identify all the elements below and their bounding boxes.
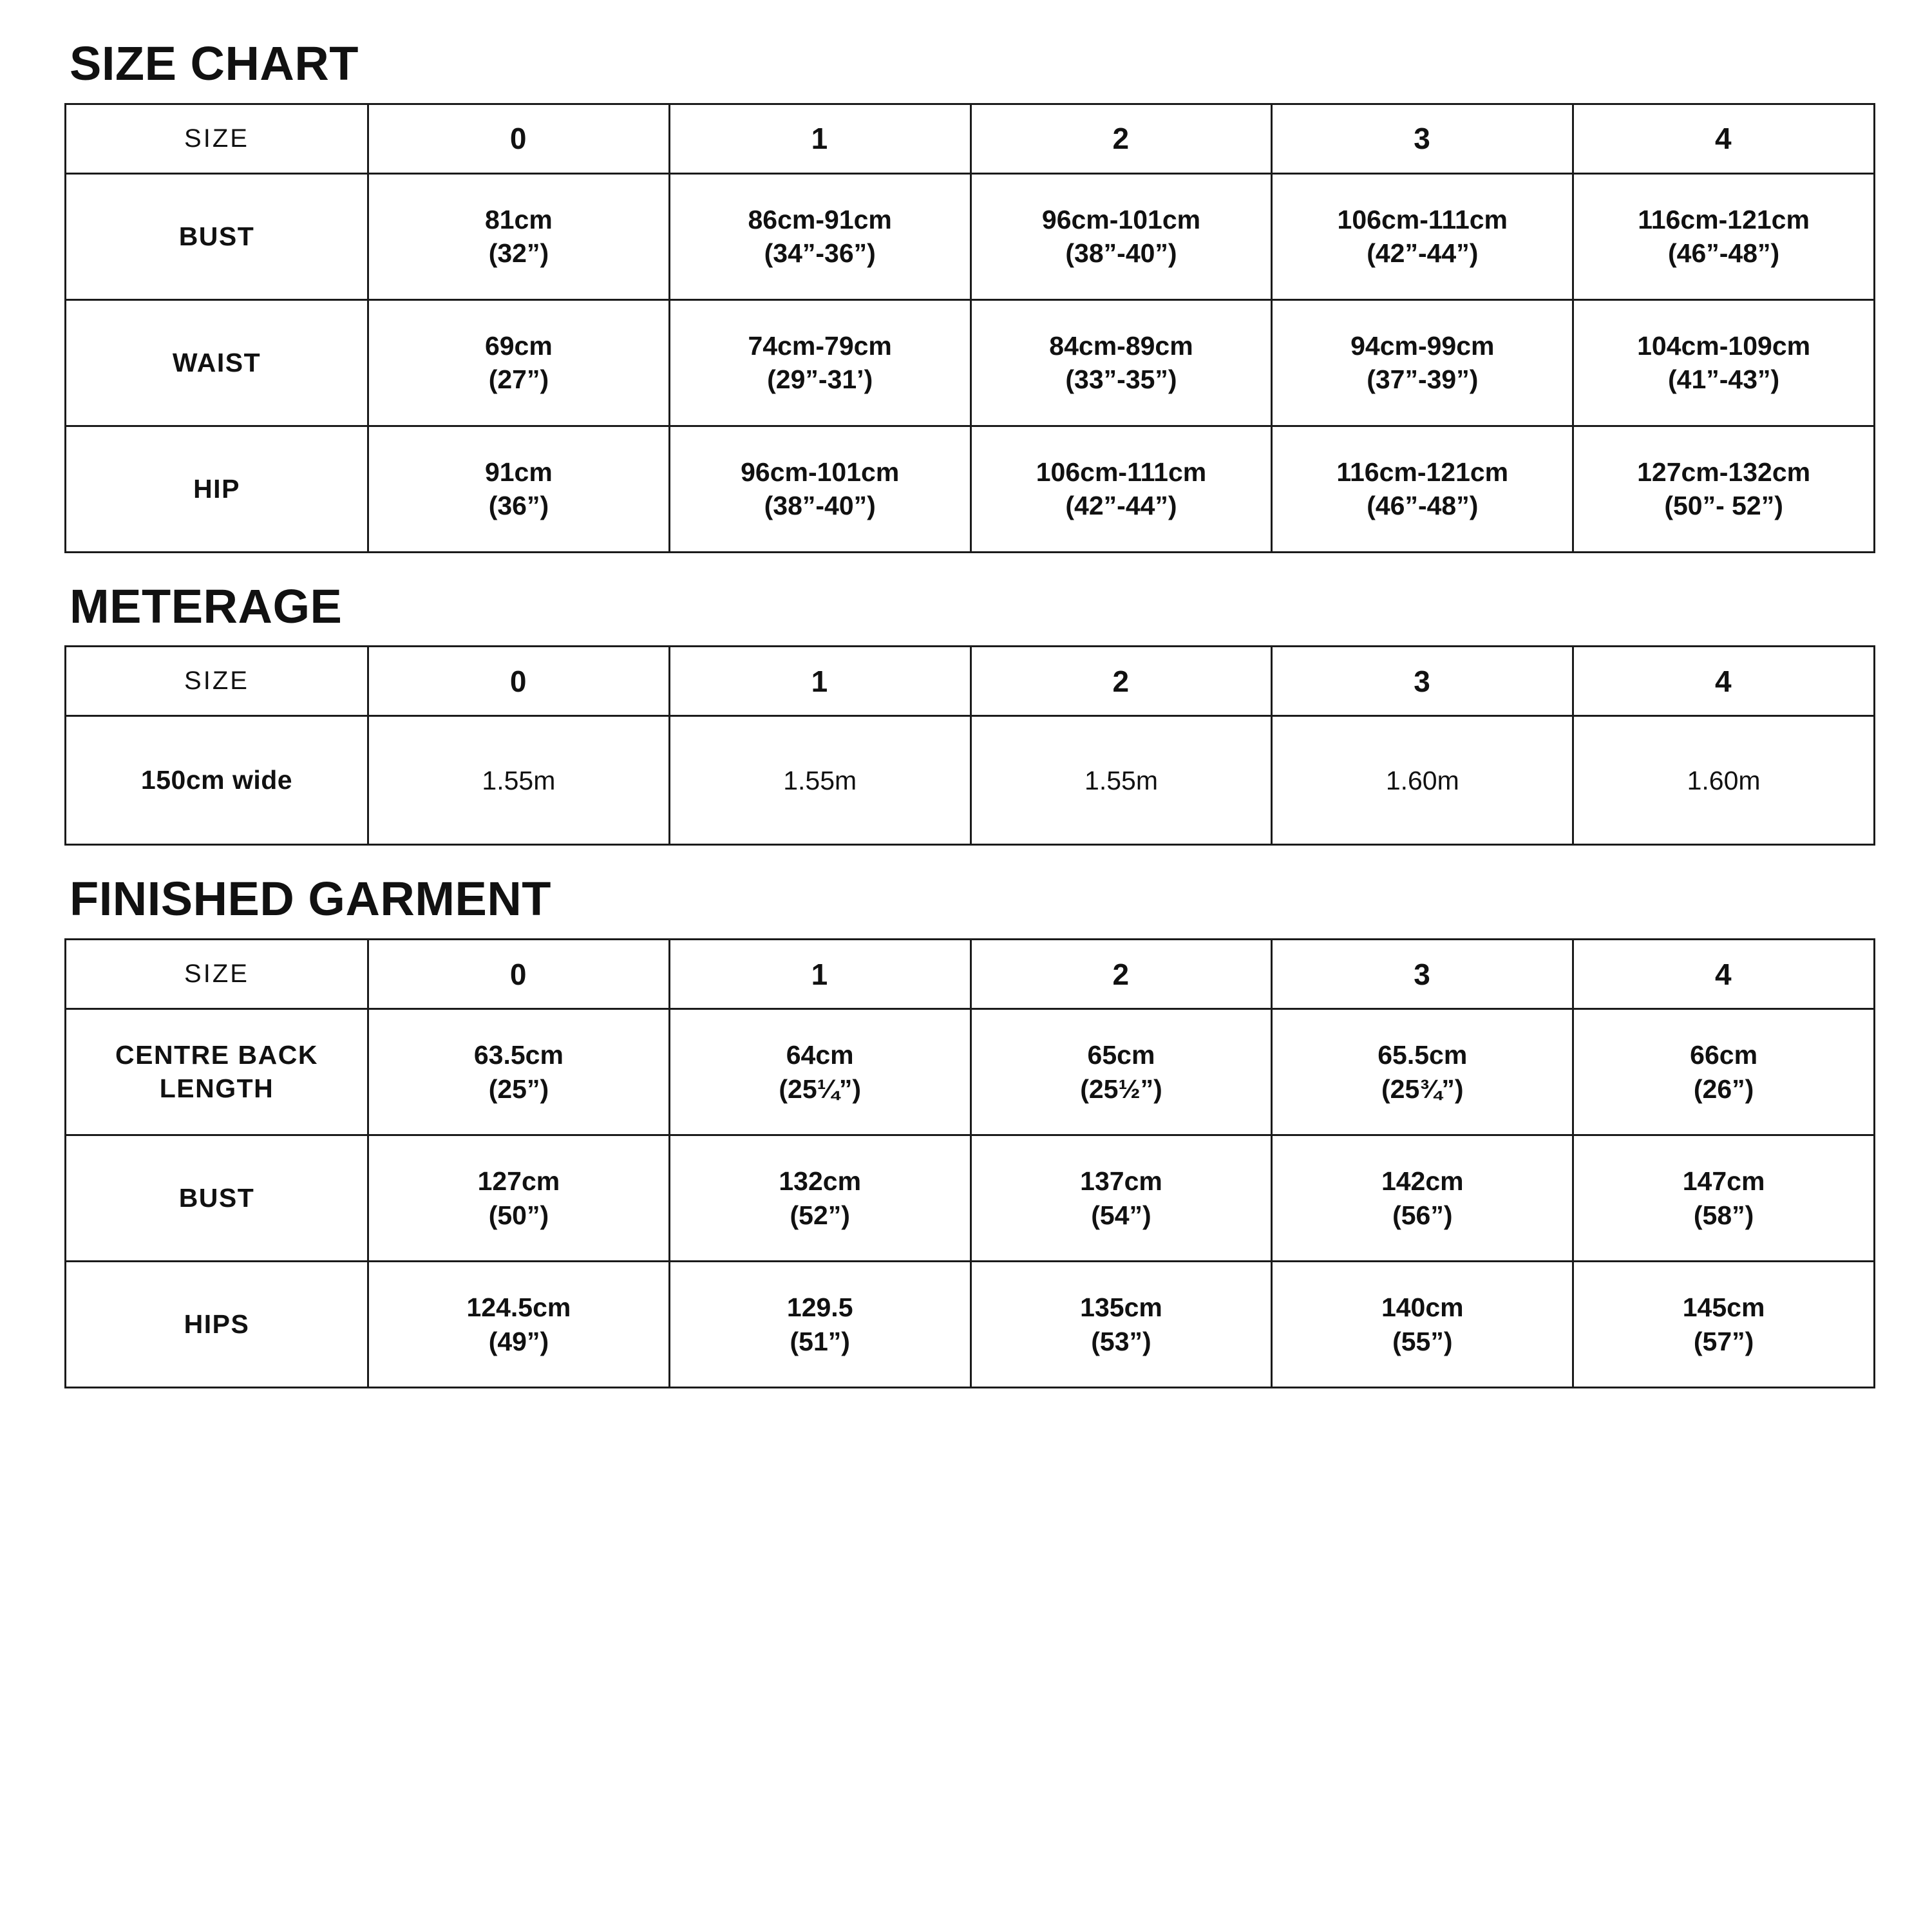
cell-metric: 91cm: [484, 457, 553, 487]
cell-metric: 74cm-79cm: [748, 330, 892, 361]
cell-metric: 106cm-111cm: [1036, 457, 1207, 487]
cell-metric: 129.5: [786, 1293, 853, 1323]
cell-fbust-1: [669, 1135, 971, 1262]
cell-meterage-4: 1.60m: [1573, 716, 1875, 845]
cell-fhips-1: [669, 1262, 971, 1388]
cell-imperial: (25”): [488, 1074, 549, 1104]
cell-imperial: (32”): [488, 238, 549, 269]
cell-metric: 137cm: [1080, 1166, 1162, 1197]
table-row: [66, 1135, 1875, 1262]
row-label-centre-back-length: CENTRE BACK LENGTH: [66, 1009, 368, 1135]
cell-imperial: (50”): [488, 1200, 549, 1230]
header-size-1: 1: [669, 104, 971, 173]
cell-metric: 132cm: [779, 1166, 862, 1197]
header-size-2: 2: [971, 647, 1272, 716]
cell-cbl-4: [1573, 1009, 1875, 1135]
cell-imperial: (54”): [1091, 1200, 1151, 1230]
header-size-4: 4: [1573, 104, 1875, 173]
cell-imperial: (52”): [790, 1200, 850, 1230]
cell-cbl-2: [971, 1009, 1272, 1135]
cell-imperial: (38”-40”): [764, 491, 876, 521]
cell-imperial: (42”-44”): [1367, 238, 1479, 269]
cell-metric: 145cm: [1682, 1293, 1765, 1323]
header-size-0: 0: [368, 104, 670, 173]
table-row: [66, 173, 1875, 299]
cell-metric: 65.5cm: [1378, 1040, 1468, 1070]
header-size-label: SIZE: [66, 647, 368, 716]
cell-metric: 69cm: [484, 330, 553, 361]
cell-imperial: (55”): [1392, 1326, 1453, 1356]
table-row: [66, 1262, 1875, 1388]
row-label-hips-finished: HIPS: [66, 1262, 368, 1388]
cell-metric: 63.5cm: [473, 1040, 564, 1070]
row-label-fabric-width: 150cm wide: [66, 716, 368, 845]
cell-waist-1: [669, 299, 971, 426]
cell-meterage-2: 1.55m: [971, 716, 1272, 845]
cell-fbust-3: [1272, 1135, 1573, 1262]
cell-metric: 140cm: [1381, 1293, 1464, 1323]
cell-metric: 81cm: [484, 204, 553, 234]
row-label-hip: HIP: [66, 426, 368, 552]
table-row: [66, 716, 1875, 845]
cell-hip-4: [1573, 426, 1875, 552]
cell-bust-4: [1573, 173, 1875, 299]
cell-fbust-2: [971, 1135, 1272, 1262]
cell-imperial: (25½”): [1080, 1074, 1162, 1104]
cell-hip-3: [1272, 426, 1573, 552]
cell-fhips-2: [971, 1262, 1272, 1388]
cell-imperial: (46”-48”): [1668, 238, 1780, 269]
cell-metric: 64cm: [786, 1040, 854, 1070]
table-header-row: [66, 104, 1875, 173]
cell-metric: 135cm: [1080, 1293, 1162, 1323]
header-size-4: 4: [1573, 647, 1875, 716]
header-size-1: 1: [669, 647, 971, 716]
cell-fhips-3: [1272, 1262, 1573, 1388]
cell-bust-3: [1272, 173, 1573, 299]
cell-metric: 96cm-101cm: [1041, 204, 1201, 234]
cell-waist-2: [971, 299, 1272, 426]
cell-imperial: (51”): [790, 1326, 850, 1356]
size-chart-table: [64, 103, 1875, 553]
header-size-label: SIZE: [66, 940, 368, 1009]
cell-imperial: (37”-39”): [1367, 365, 1479, 395]
cell-hip-2: [971, 426, 1272, 552]
cell-fhips-4: [1573, 1262, 1875, 1388]
cell-meterage-0: 1.55m: [368, 716, 670, 845]
cell-metric: 96cm-101cm: [741, 457, 900, 487]
table-header-row: [66, 940, 1875, 1009]
cell-bust-2: [971, 173, 1272, 299]
cell-imperial: (46”-48”): [1367, 491, 1479, 521]
cell-fhips-0: [368, 1262, 670, 1388]
header-size-0: 0: [368, 940, 670, 1009]
cell-imperial: (56”): [1392, 1200, 1453, 1230]
cell-imperial: (53”): [1091, 1326, 1151, 1356]
table-row: [66, 1009, 1875, 1135]
header-size-3: 3: [1272, 647, 1573, 716]
cell-imperial: (42”-44”): [1065, 491, 1177, 521]
cell-metric: 124.5cm: [466, 1293, 571, 1323]
cell-meterage-1: 1.55m: [669, 716, 971, 845]
cell-bust-1: [669, 173, 971, 299]
cell-hip-0: [368, 426, 670, 552]
cell-metric: 142cm: [1381, 1166, 1464, 1197]
header-size-4: 4: [1573, 940, 1875, 1009]
cell-metric: 116cm-121cm: [1638, 204, 1810, 234]
page-title-finished-garment: FINISHED GARMENT: [70, 872, 551, 926]
cell-metric: 147cm: [1682, 1166, 1765, 1197]
cell-imperial: (34”-36”): [764, 238, 876, 269]
cell-metric: 65cm: [1087, 1040, 1155, 1070]
cell-fbust-0: [368, 1135, 670, 1262]
cell-imperial: (38”-40”): [1065, 238, 1177, 269]
page-title-meterage: METERAGE: [70, 579, 343, 633]
cell-metric: 94cm-99cm: [1350, 330, 1495, 361]
cell-imperial: (33”-35”): [1065, 365, 1177, 395]
table-header-row: [66, 647, 1875, 716]
cell-imperial: (26”): [1693, 1074, 1754, 1104]
cell-imperial: (27”): [488, 365, 549, 395]
cell-hip-1: [669, 426, 971, 552]
header-size-2: 2: [971, 104, 1272, 173]
cell-imperial: (58”): [1693, 1200, 1754, 1230]
cell-waist-4: [1573, 299, 1875, 426]
cell-imperial: (29”-31’): [767, 365, 873, 395]
header-size-3: 3: [1272, 104, 1573, 173]
cell-imperial: (36”): [488, 491, 549, 521]
cell-metric: 116cm-121cm: [1336, 457, 1509, 487]
finished-garment-table: [64, 938, 1875, 1388]
cell-cbl-3: [1272, 1009, 1573, 1135]
cell-waist-3: [1272, 299, 1573, 426]
cell-fbust-4: [1573, 1135, 1875, 1262]
cell-cbl-0: [368, 1009, 670, 1135]
cell-imperial: (57”): [1693, 1326, 1754, 1356]
header-size-0: 0: [368, 647, 670, 716]
cell-cbl-1: [669, 1009, 971, 1135]
page-title-size-chart: SIZE CHART: [70, 37, 359, 90]
cell-waist-0: [368, 299, 670, 426]
row-label-bust: BUST: [66, 173, 368, 299]
row-label-bust-finished: BUST: [66, 1135, 368, 1262]
cell-metric: 86cm-91cm: [748, 204, 892, 234]
cell-imperial: (41”-43”): [1668, 365, 1780, 395]
table-row: [66, 426, 1875, 552]
meterage-table: [64, 645, 1875, 846]
cell-imperial: (49”): [488, 1326, 549, 1356]
cell-metric: 104cm-109cm: [1637, 330, 1811, 361]
cell-imperial: (25¼”): [779, 1074, 861, 1104]
header-size-2: 2: [971, 940, 1272, 1009]
cell-metric: 106cm-111cm: [1337, 204, 1508, 234]
cell-metric: 84cm-89cm: [1049, 330, 1193, 361]
cell-metric: 66cm: [1690, 1040, 1758, 1070]
cell-metric: 127cm-132cm: [1637, 457, 1811, 487]
header-size-1: 1: [669, 940, 971, 1009]
header-size-label: SIZE: [66, 104, 368, 173]
cell-imperial: (25¾”): [1381, 1074, 1464, 1104]
table-row: [66, 299, 1875, 426]
cell-meterage-3: 1.60m: [1272, 716, 1573, 845]
cell-imperial: (50”- 52”): [1664, 491, 1783, 521]
header-size-3: 3: [1272, 940, 1573, 1009]
cell-bust-0: [368, 173, 670, 299]
cell-metric: 127cm: [477, 1166, 560, 1197]
row-label-waist: WAIST: [66, 299, 368, 426]
